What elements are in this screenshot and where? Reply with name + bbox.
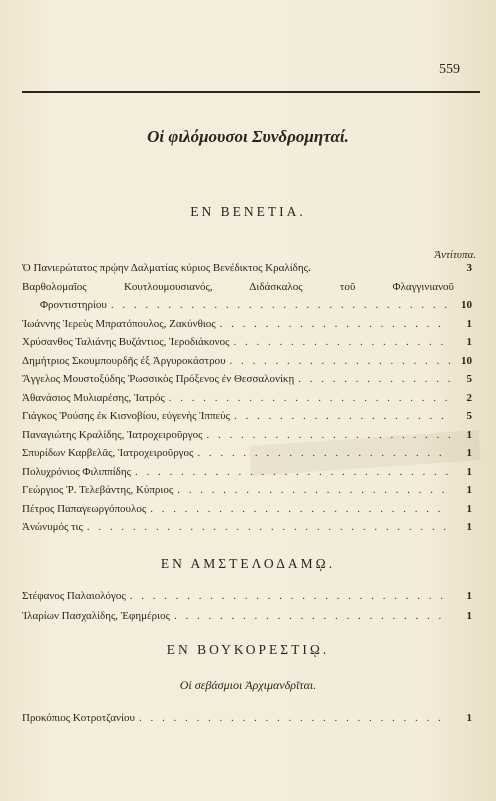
copies-count: 10 <box>461 299 472 311</box>
subsection-heading-archimandrites: Οἱ σεβάσμιοι Ἀρχιμανδρῖται. <box>179 678 317 692</box>
copies-count: 1 <box>466 610 472 622</box>
copies-count: 1 <box>466 590 472 602</box>
copies-count: 5 <box>466 410 472 422</box>
header-rule <box>22 91 480 93</box>
list-item <box>40 299 472 311</box>
leader-dots <box>234 410 450 422</box>
copies-count: 1 <box>466 318 472 330</box>
leader-dots <box>207 429 450 441</box>
list-item <box>22 429 472 441</box>
leader-dots <box>298 373 450 385</box>
leader-dots <box>135 466 450 478</box>
subscriber-name: Γεώργιος Ῥ. Τελεβάντης, Κύπριος <box>22 484 174 496</box>
copies-count: 2 <box>466 392 472 404</box>
list-item <box>22 466 472 478</box>
subscriber-name: Σπυρίδων Καρβελᾶς, Ἰατροχειροῦργος <box>22 447 194 459</box>
copies-count: 1 <box>466 712 472 724</box>
leader-dots <box>87 521 450 533</box>
subscriber-name: Δημήτριος Σκουμπουρδῆς ἐξ Ἀργυροκάστρου <box>22 355 226 367</box>
list-item <box>22 355 472 367</box>
list-item <box>22 590 472 602</box>
copies-count: 5 <box>466 373 472 385</box>
subscriber-name: Ὁ Πανιερώτατος πρῴην Δαλματίας κύριος Βενέδικτος Κραλίδης. <box>22 262 311 274</box>
list-item <box>22 610 472 622</box>
leader-dots <box>130 590 450 602</box>
leader-dots <box>139 712 450 724</box>
subscriber-name: Βαρθολομαῖος Κουτλουμουσιανός, Διδάσκαλος τοῦ Φλαγγινιανοῦ <box>22 281 454 293</box>
copies-count: 10 <box>461 355 472 367</box>
subscriber-name: Παναγιώτης Κραλίδης, Ἰατροχειροῦργος <box>22 429 203 441</box>
list-item <box>22 262 472 274</box>
subscriber-name: Ἀθανάσιος Μυλιαρέσης, Ἰατρός <box>22 392 165 404</box>
subscriber-name: Ἰωάννης Ἱερεὺς Μπρατόπουλος, Ζακύνθιος <box>22 318 216 330</box>
list-item <box>22 447 472 459</box>
leader-dots <box>150 503 450 515</box>
list-item <box>22 484 472 496</box>
subscriber-name: Γιάγκος Ῥούσης ἐκ Κισνοβίου, εὐγενὴς Ἱππεύς <box>22 410 230 422</box>
list-item <box>22 281 472 293</box>
copies-count: 1 <box>466 466 472 478</box>
subscriber-name: Ἀνώνυμός τις <box>22 521 83 533</box>
leader-dots <box>111 299 450 311</box>
leader-dots <box>177 484 450 496</box>
copies-count: 1 <box>466 484 472 496</box>
subscriber-name: Πολυχρόνιος Φιλιππίδης <box>22 466 131 478</box>
leader-dots <box>230 355 450 367</box>
leader-dots <box>197 447 450 459</box>
copies-count: 1 <box>466 447 472 459</box>
leader-dots <box>233 336 450 348</box>
subscriber-name: Ἱλαρίων Πασχαλίδης, Ἐφημέριος <box>22 610 170 622</box>
list-item <box>22 318 472 330</box>
section-heading-bucharest: ΕΝ ΒΟΥΚΟΡΕΣΤΙῼ. <box>166 642 330 657</box>
leader-dots <box>220 318 450 330</box>
copies-count: 3 <box>466 262 472 274</box>
section-heading-amsterdam: ΕΝ ΑΜΣΤΕΛΟΔΑΜῼ. <box>160 556 336 571</box>
list-item <box>22 712 472 724</box>
subscriber-name: Ἄγγελος Μουστοξύδης Ῥωσσικὸς Πρόξενος ἐν Θεσσαλονίκῃ <box>22 373 295 385</box>
subscriber-name: Χρύσανθος Ταλιάνης Βυζάντιος, Ἱεροδιάκονος <box>22 336 230 348</box>
list-item <box>22 392 472 404</box>
page-title: Οἱ φιλόμουσοι Συνδρομηταί. <box>147 127 349 146</box>
list-item <box>22 373 472 385</box>
copies-count: 1 <box>466 429 472 441</box>
leader-dots <box>174 610 450 622</box>
subscriber-name: Πέτρος Παπαγεωργόπουλος <box>22 503 147 515</box>
leader-dots <box>169 392 450 404</box>
copies-count: 1 <box>466 503 472 515</box>
column-header-copies: Ἀντίτυπα. <box>434 249 476 261</box>
subscriber-name: Φροντιστηρίου <box>40 299 107 311</box>
list-item <box>22 336 472 348</box>
list-item <box>22 503 472 515</box>
page-number: 559 <box>439 62 460 77</box>
copies-count: 1 <box>466 336 472 348</box>
section-heading-venice: ΕΝ ΒΕΝΕΤΙΑ. <box>190 204 306 219</box>
subscriber-name: Προκόπιος Κοτροτζανίου <box>22 712 135 724</box>
subscriber-name: Στέφανος Παλαιολόγος <box>22 590 126 602</box>
list-item <box>22 410 472 422</box>
copies-count: 1 <box>466 521 472 533</box>
list-item <box>22 521 472 533</box>
